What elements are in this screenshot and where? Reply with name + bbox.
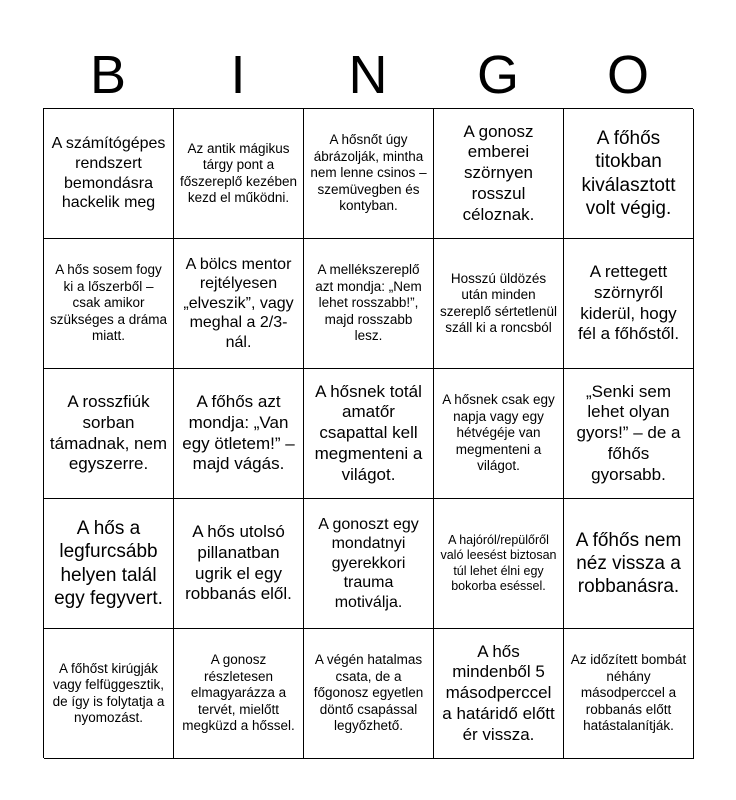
bingo-cell-text: A főhős titokban kiválasztott volt végig. [581,128,676,219]
bingo-cell-text: A rosszfiúk sorban támadnak, nem egyszerre. [49,392,168,474]
bingo-cell[interactable] [44,499,174,629]
bingo-cell[interactable] [304,629,434,759]
header-letter-g: G [476,45,519,105]
bingo-cell[interactable] [304,499,434,629]
bingo-cell-text: A gonosz emberei szörnyen rosszul céloznak. [462,121,535,224]
bingo-cell[interactable] [564,109,694,239]
bingo-cell-text: Az időzített bombát néhány másodperccel a robbanás előtt hatástalanítják. [570,652,687,734]
bingo-cell-text: Az antik mágikus tárgy pont a főszereplő kezében kezd el működni. [179,140,298,205]
bingo-cell[interactable] [44,109,174,239]
bingo-cell-text: A főhőst kirúgják vagy felfüggesztik, de így is folytatja a nyomozást. [52,660,165,725]
bingo-cell[interactable] [434,629,564,759]
bingo-cell[interactable] [174,369,304,499]
bingo-cell-text: A mellékszereplő azt mondja: „Nem lehet rosszabb!”, majd rosszabb lesz. [315,262,422,344]
bingo-cell[interactable] [304,109,434,239]
bingo-cell-text: A hős a legfurcsább helyen talál egy fegyvert. [54,518,163,609]
bingo-cell-text: A hős sosem fogy ki a lőszerből – csak amikor szükséges a dráma miatt. [49,262,168,344]
bingo-cell-text: A hősnek totál amatőr csapattal kell megmenteni a világot. [314,381,423,484]
bingo-cell[interactable] [174,629,304,759]
bingo-cell-text: A hősnőt úgy ábrázolják, mintha nem lenne csinos – szemüvegben és kontyban. [310,132,427,214]
bingo-cell[interactable] [304,239,434,369]
bingo-cell-text: A végén hatalmas csata, de a főgonosz egyetlen döntő csapással legyőzhető. [313,652,424,734]
bingo-header [43,44,693,106]
bingo-cell-text: A bölcs mentor rejtélyesen „elveszik”, vagy meghal a 2/3-nál. [183,255,294,351]
bingo-cell[interactable] [564,629,694,759]
header-letter-n: N [348,45,388,105]
bingo-cell[interactable] [174,109,304,239]
bingo-cell-text: A hős mindenből 5 másodperccel a határidő előtt ér vissza. [442,641,555,744]
bingo-cell[interactable] [44,629,174,759]
bingo-cell[interactable] [304,369,434,499]
bingo-cell[interactable] [564,499,694,629]
bingo-cell-text: A hajóról/repülőről való leesést biztosan túl lehet élni egy bokorba eséssel. [440,533,557,593]
header-letter-o: O [606,45,649,105]
bingo-cell-text: „Senki sem lehet olyan gyors!” – de a főhős gyorsabb. [576,381,681,484]
bingo-cell[interactable] [564,369,694,499]
bingo-cell-text: A főhős nem néz vissza a robbanásra. [575,529,682,598]
bingo-cell[interactable] [434,109,564,239]
bingo-cell[interactable] [434,369,564,499]
bingo-cell-text: A gonoszt egy mondatnyi gyerekkori trauma motiválja. [318,515,419,611]
bingo-cell-text: A számítógépes rendszert bemondásra hackelik meg [51,135,166,212]
bingo-cell-text: A hős utolsó pillanatban ugrik el egy robbanás elől. [185,522,292,604]
bingo-cell[interactable] [174,239,304,369]
bingo-cell[interactable] [434,499,564,629]
header-letter-i: I [230,45,246,105]
bingo-cell[interactable] [434,239,564,369]
bingo-cell-text: A rettegett szörnyről kiderül, hogy fél a főhőstől. [577,262,680,344]
bingo-cell-text: A főhős azt mondja: „Van egy ötletem!” – majd vágás. [182,392,295,474]
bingo-cell-text: Hosszú üldözés után minden szereplő sértetlenül száll ki a roncsból [439,270,558,335]
header-letter-b: B [89,45,127,105]
bingo-cell[interactable] [174,499,304,629]
bingo-cell[interactable] [44,239,174,369]
bingo-cell-text: A hősnek csak egy napja vagy egy hétvégéje van megmenteni a világot. [442,392,555,474]
bingo-cell-text: A gonosz részletesen elmagyarázza a tervét, mielőtt megküzd a hőssel. [182,652,295,734]
bingo-cell[interactable] [44,369,174,499]
bingo-board [43,108,693,758]
bingo-cell[interactable] [564,239,694,369]
